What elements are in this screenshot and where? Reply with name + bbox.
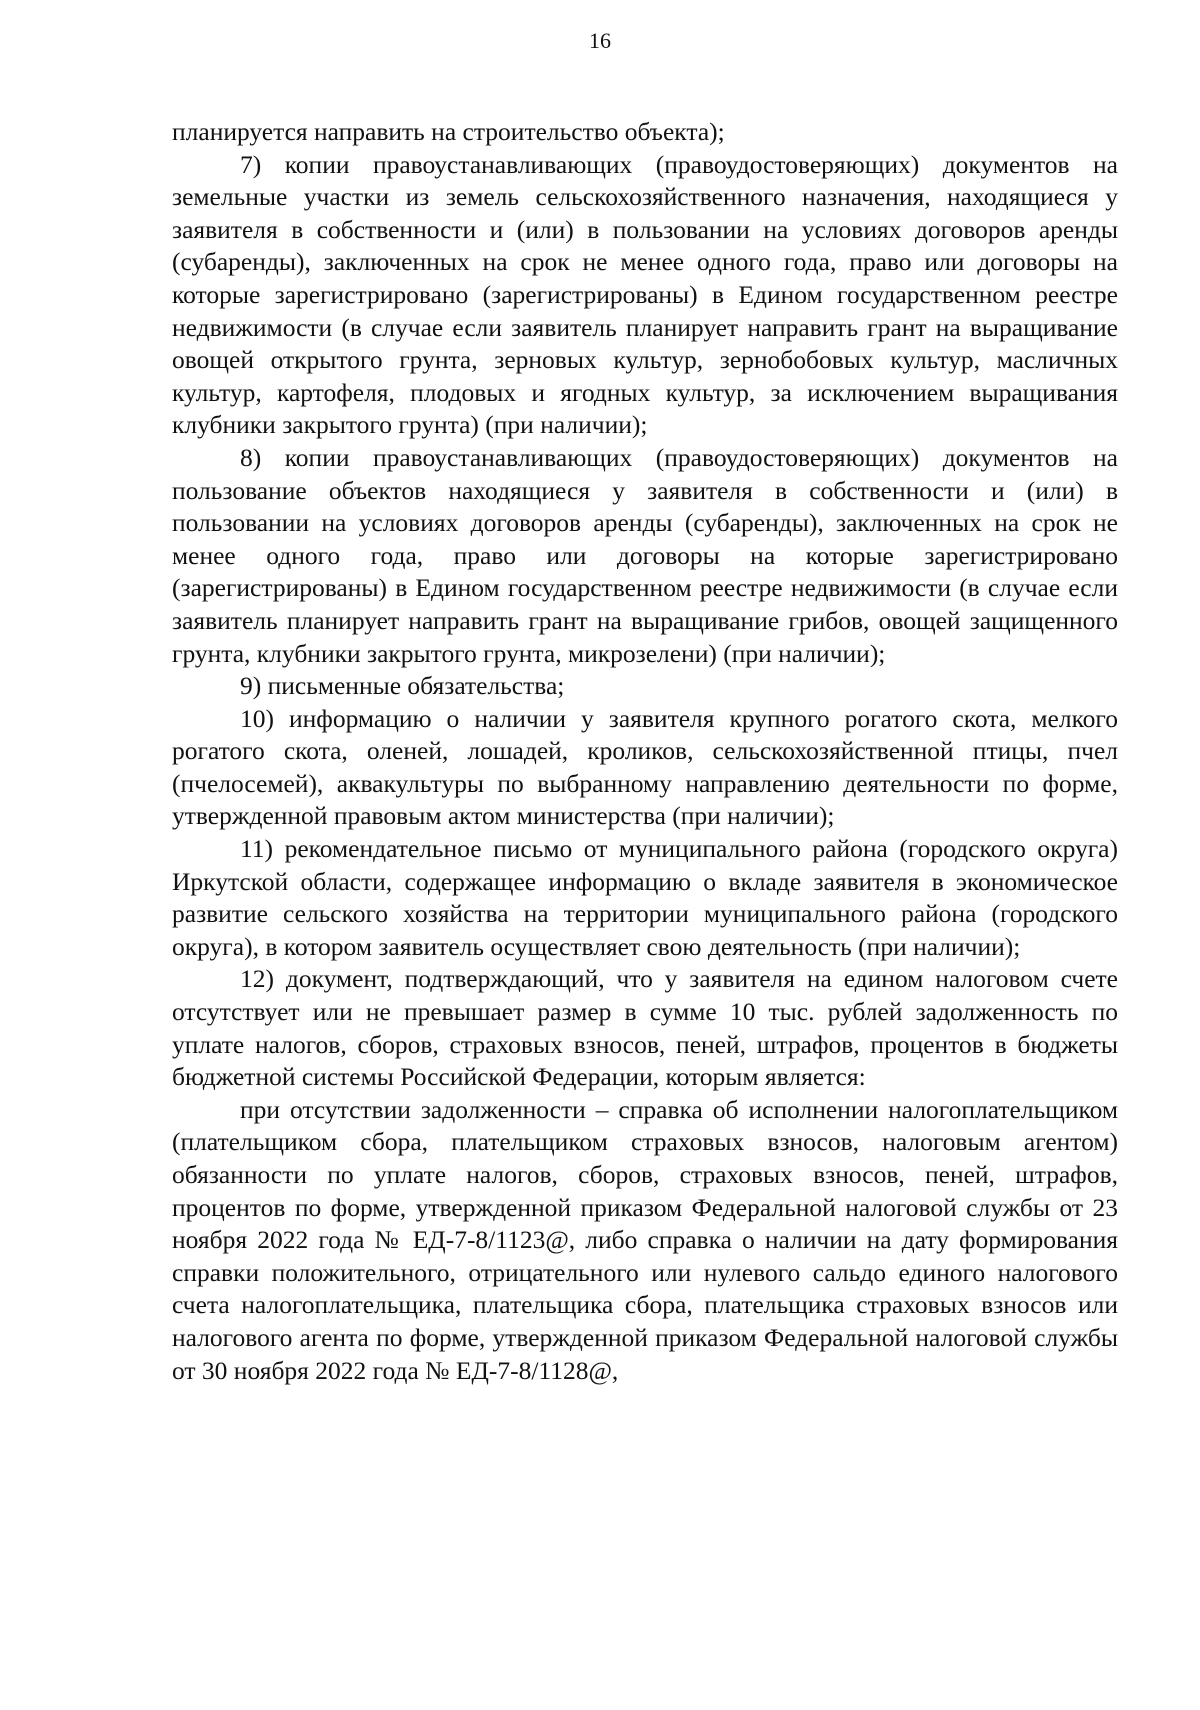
paragraph-item-10: 10) информацию о наличии у заявителя крупного рогатого скота, мелкого рогатого скота, оленей, лошадей, кроликов, сельскохозяйственной птицы, пчел (пчелосемей), аквакультуры по выбранному направлению деятельности по форме, утвержденной правовым актом министерства (при наличии); <box>172 703 1118 831</box>
paragraph-item-8: 8) копии правоустанавливающих (правоудостоверяющих) документов на пользование объектов находящиеся у заявителя в собственности и (или) в пользовании на условиях договоров аренды (субаренды), заключенных на срок не менее одного года, право или договоры на которые зарегистрировано (зарегистрированы) в Едином государственном реестре недвижимости (в случае если заявитель планирует направить грант на выращивание грибов, овощей защищенного грунта, клубники закрытого грунта, микрозелени) (при наличии); <box>172 442 1118 668</box>
document-body <box>172 116 1118 1387</box>
paragraph-tax-certificate: при отсутствии задолженности – справка об исполнении налогоплательщиком (плательщиком сбора, плательщиком страховых взносов, налоговым агентом) обязанности по уплате налогов, сборов, страховых взносов, пеней, штрафов, процентов по форме, утвержденной приказом Федеральной налоговой службы от 23 ноября 2022 года № ЕД-7-8/1123@, либо справка о наличии на дату формирования справки положительного, отрицательного или нулевого сальдо единого налогового счета налогоплательщика, плательщика сбора, плательщика страховых взносов или налогового агента по форме, утвержденной приказом Федеральной налоговой службы от 30 ноября 2022 года № ЕД-7-8/1128@, <box>172 1094 1118 1385</box>
paragraph-item-9: 9) письменные обязательства; <box>240 671 565 701</box>
paragraph-continuation: планируется направить на строительство объекта); <box>172 117 725 146</box>
paragraph-item-11: 11) рекомендательное письмо от муниципального района (городского округа) Иркутской области, содержащее информацию о вкладе заявителя в экономическое развитие сельского хозяйства на территории муниципального района (городского округа), в котором заявитель осуществляет свою деятельность (при наличии); <box>172 834 1118 961</box>
paragraph-item-12: 12) документ, подтверждающий, что у заявителя на едином налоговом счете отсутствует или не превышает размер в сумме 10 тыс. рублей задолженность по уплате налогов, сборов, страховых взносов, пеней, штрафов, процентов в бюджеты бюджетной системы Российской Федерации, которым является: <box>172 964 1118 1092</box>
paragraph-item-7: 7) копии правоустанавливающих (правоудостоверяющих) документов на земельные участки из земель сельскохозяйственного назначения, находящиеся у заявителя в собственности и (или) в пользовании на условиях договоров аренды (субаренды), заключенных на срок не менее одного года, право или договоры на которые зарегистрировано (зарегистрированы) в Едином государственном реестре недвижимости (в случае если заявитель планирует направить грант на выращивание овощей открытого грунта, зерновых культур, зернобобовых культур, масличных культур, картофеля, плодовых и ягодных культур, за исключением выращивания клубники закрытого грунта) (при наличии); <box>172 149 1118 440</box>
page-number: 16 <box>589 28 611 53</box>
